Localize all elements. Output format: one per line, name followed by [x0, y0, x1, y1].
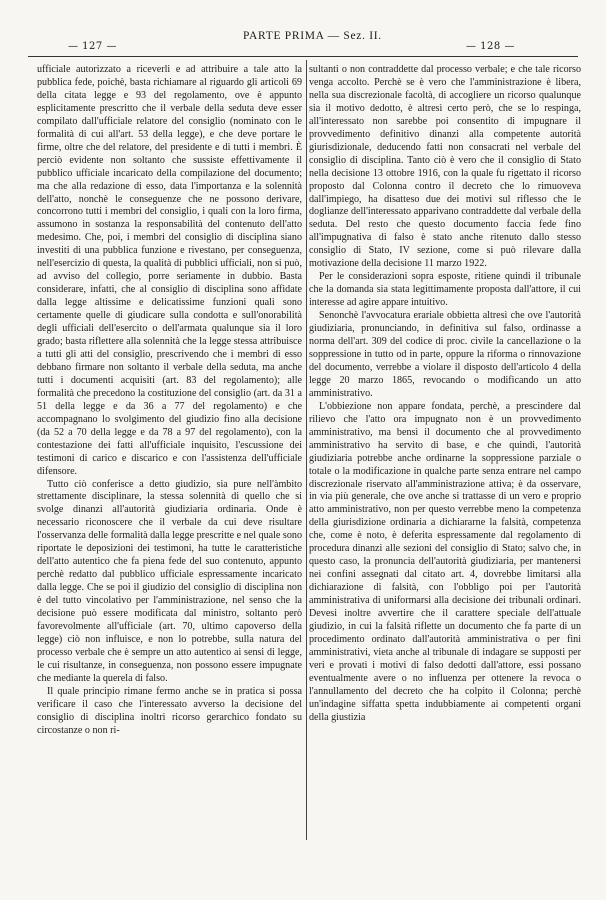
- page-number-left: — 127 —: [68, 41, 117, 52]
- page-number-right: — 128 —: [466, 41, 515, 52]
- paragraph: Per le considerazioni sopra esposte, ritiene quindi il tribunale che la domanda sia stata legittimamente proposta dall'attore, il cui interesse ad agire appare intuitivo.: [309, 271, 581, 309]
- header-rule: [28, 56, 578, 57]
- paragraph: L'obbiezione non appare fondata, perchè, a prescindere dal rilievo che l'atto ora impugnato non è un provvedimento amministrativo, ma bensì il documento che al provvedimento amministrativo ha servito di base, e che quindi, l'autorità giudiziaria potrebbe anche ordinarne la soppressione parziale o totale o la modificazione in qualche parte senza entrare nel campo discrezionale riservato all'amministrazione attiva; è da osservare, in via più generale, che ove anche si trattasse di un vero e proprio atto amministrativo, non per questo verrebbe meno la competenza della giurisdizione ordinaria a dichiararne la falsità, competenza che, come è noto, è deferita espressamente dal regolamento di procedura dinanzi alle sezioni del consiglio di Stato; salvo che, in questo caso, la pronuncia dell'autorità giudiziaria, per mantenersi nei confini assegnati dal citato art. 4, dovrebbe limitarsi alla dichiarazione di falsità, con l'obbligo poi per l'autorità amministrativa di uniformarsi alla decisione dei tribunali ordinari. Devesi inoltre avvertire che il carattere speciale dell'attuale giudizio, in cui la falsità riflette un documento che fa parte di un procedimento ordinato dall'autorità amministrativa o per fini amministrativi, vieta anche al tribunale di indagare se supposti per veri e provati i motivi di falso dedotti dall'attore, essi possano eventualmente avere o no influenza per ottenere la revoca o l'annullamento del decreto che ha colpito il Colonna; perchè un'indagine siffatta spetta indubbiamente ai competenti organi della giustizia: [309, 400, 581, 723]
- paragraph: Il quale principio rimane fermo anche se in pratica si possa verificare il caso che l'interessato avverso la decisione del consiglio di disciplina inoltri ricorso gerarchico fondato su circostanze o non ri-: [37, 685, 302, 736]
- page-header: [30, 30, 575, 50]
- left-column: [37, 64, 302, 844]
- paragraph: sultanti o non contraddette dal processo verbale; e che tale ricorso venga accolto. Perchè se è vero che l'amministrazione è libera, nella sua discrezionale facoltà, di accogliere un ricorso qualunque sia il motivo dedotto, è altresì certo però, che se lo respinga, all'interessato non sarebbe poi consentito di impugnare il provvedimento definitivo dinanzi alla competente autorità giurisdizionale, deducendo fatti non consacrati nel verbale del consiglio di disciplina. Tanto ciò è vero che il consiglio di Stato nella decisione 13 ottobre 1916, con la quale fu rigettato il ricorso proposto dal Colonna contro il decreto che lo rimuoveva dall'impiego, ha disatteso due dei motivi sul riflesso che le doglianze dell'interessato apparivano contraddette dal verbale della seduta. Del resto che questo documento faccia fede fino all'impugnativa di falso è stato anche ritenuto dallo stesso consiglio di Stato, IV sezione, come si può rilevare dalla motivazione della decisione 11 marzo 1922.: [309, 64, 581, 270]
- paragraph: ufficiale autorizzato a riceverli e ad attribuire a tale atto la pubblica fede, poichè, basta richiamare al riguardo gli articoli 69 della citata legge e 93 del regolamento, ove è appunto esplicitamente prescritto che il verbale della seduta deve esser compilato dall'ufficiale relatore del consiglio (nominato con le formalità di cui all'art. 53 della legge), e che deve portare le firme, oltre che del relatore, del presidente e di tutti i membri. È perciò evidente non soltanto che sussiste effettivamente il pubblico ufficiale incaricato della compilazione del documento; ma che alla redazione di esso, data l'importanza e la solennità dell'atto, nonchè le conseguenze che ne possono derivare, concorrono tutti i membri del consiglio, i quali con la loro firma, assumono in sostanza la responsabilità del contenuto dell'atto medesimo. Che, poi, i membri del consiglio di disciplina siano investiti di una pubblica funzione e rivestano, per conseguenza, nell'esercizio di questa, la qualità di pubblici ufficiali, non si può, ad avviso del collegio, porre seriamente in dubbio. Basta considerare, infatti, che al consiglio di disciplina sono affidate dalla legge altissime e delicatissime funzioni quali sono certamente quelle di giudicare sulla condotta e sull'onorabilità degli ufficiali dell'esercito o dell'armata qualunque sia il loro grado; basta riflettere alla solennità che la legge stessa attribuisce a tutti gli atti del consiglio, prescrivendo che i membri di esso debbano firmare non soltanto il verbale della seduta, ma anche tutti i documenti acquisiti (art. 83 del regolamento); alle formalità che precedono la costituzione del consiglio (art. da 31 a 51 della legge e da 36 a 77 del regolamento) e che accompagnano lo svolgimento del giudizio fino alla decisione (da 52 a 70 della legge e da 78 a 97 del regolamento), con la contestazione dei fatti all'ufficiale inquisito, l'escussione dei testimoni di carico e discarico e con l'assistenza dell'ufficiale difensore.: [37, 64, 302, 477]
- paragraph: Tutto ciò conferisce a detto giudizio, sia pure nell'àmbito strettamente disciplinare, la stessa solennità di quello che si svolge dinanzi all'autorità giudiziaria ordinaria. Onde è necessario riconoscere che il verbale da cui deve risultare l'osservanza delle formalità dalla legge prescritte e nel quale sono riportate le deposizioni dei testimoni, ha tutte le caratteristiche dell'atto autentico che fa piena fede del suo contenuto, appunto perchè redatto dal pubblico ufficiale espressamente incaricato dalla legge. Che se poi il giudizio del consiglio di disciplina non è del tutto vincolativo per l'amministrazione, nel senso che la decisione può essere modificata dal ministro, soltanto però favorevolmente all'ufficiale (art. 70, ultimo capoverso della legge) ciò non influisce, e non lo potrebbe, sulla natura del processo verbale che è sempre un atto autentico ai sensi di legge, le cui risultanze, in conseguenza, non possono essere impugnate che mediante la querela di falso.: [37, 478, 302, 684]
- running-title: PARTE PRIMA — Sez. II.: [243, 30, 382, 42]
- column-divider: [306, 60, 307, 840]
- paragraph: Senonchè l'avvocatura erariale obbietta altresì che ove l'autorità giudiziaria, pronunciando, in definitiva sul falso, ordinasse a norma dell'art. 309 del codice di proc. civile la cancellazione o la soppressione in tutto od in parte, oppure la riforma o rinnovazione del documento, verrebbe a violare il disposto dell'articolo 4 della legge 20 marzo 1865, revocando o modificando un atto amministrativo.: [309, 310, 581, 399]
- right-column: [309, 64, 581, 844]
